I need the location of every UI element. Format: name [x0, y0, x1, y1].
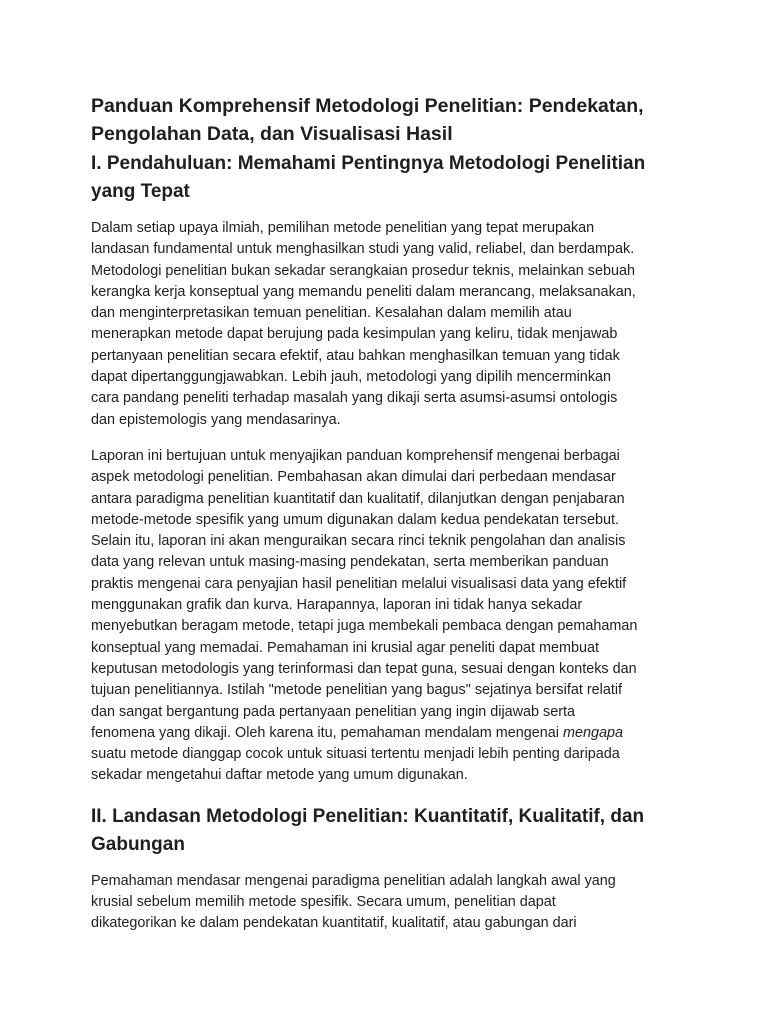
text-line: antara paradigma penelitian kuantitatif dan kualitatif, dilanjutkan dengan penjabaran: [91, 490, 625, 507]
text-line: dan sangat bergantung pada pertanyaan penelitian yang ingin dijawab serta: [91, 703, 576, 720]
section-1-paragraph-2: [91, 446, 681, 787]
text-line: dan epistemologis yang mendasarinya.: [91, 411, 341, 428]
heading-line: II. Landasan Metodologi Penelitian: Kuantitatif, Kualitatif, dan: [91, 805, 645, 827]
document-title: [91, 92, 681, 148]
heading-line: Gabungan: [91, 833, 185, 855]
section-1-paragraph-1: [91, 218, 681, 431]
text-line-with-emphasis: [91, 723, 681, 744]
text-segment: fenomena yang dikaji. Oleh karena itu, pemahaman mendalam mengenai: [91, 724, 563, 741]
text-line: sekadar mengetahui daftar metode yang umum digunakan.: [91, 767, 468, 784]
text-line: krusial sebelum memilih metode spesifik. Secara umum, penelitian dapat: [91, 894, 556, 911]
text-line: dan menginterpretasikan temuan penelitian. Kesalahan dalam memilih atau: [91, 305, 572, 322]
text-line: menggunakan grafik dan kurva. Harapannya, laporan ini tidak hanya sekadar: [91, 597, 583, 614]
section-2-paragraph-1: [91, 871, 681, 935]
title-line: Pengolahan Data, dan Visualisasi Hasil: [91, 123, 453, 145]
section-2-heading: [91, 803, 681, 859]
text-line: dikategorikan ke dalam pendekatan kuantitatif, kualitatif, atau gabungan dari: [91, 915, 577, 932]
text-line: suatu metode dianggap cocok untuk situasi tertentu menjadi lebih penting daripada: [91, 746, 620, 763]
title-line: Panduan Komprehensif Metodologi Penelitian: Pendekatan,: [91, 95, 644, 117]
text-line: kerangka kerja konseptual yang memandu peneliti dalam merancang, melaksanakan,: [91, 283, 636, 300]
text-line: menyebutkan beragam metode, tetapi juga membekali pembaca dengan pemahaman: [91, 618, 638, 635]
emphasis-text: mengapa: [562, 724, 623, 741]
text-line: konseptual yang memadai. Pemahaman ini krusial agar peneliti dapat membuat: [91, 639, 599, 656]
document-page: [91, 92, 681, 935]
text-line: keputusan metodologis yang terinformasi dan tepat guna, sesuai dengan konteks dan: [91, 660, 637, 677]
text-line: praktis mengenai cara penyajian hasil penelitian melalui visualisasi data yang efektif: [91, 575, 627, 592]
text-line: data yang relevan untuk masing-masing pendekatan, serta memberikan panduan: [91, 554, 609, 571]
heading-line: I. Pendahuluan: Memahami Pentingnya Metodologi Penelitian: [91, 153, 646, 174]
text-line: Selain itu, laporan ini akan menguraikan secara rinci teknik pengolahan dan analisis: [91, 533, 626, 550]
section-1-heading: [91, 150, 681, 206]
text-line: menerapkan metode dapat berujung pada kesimpulan yang keliru, tidak menjawab: [91, 326, 618, 343]
text-line: metode-metode spesifik yang umum digunakan dalam kedua pendekatan tersebut.: [91, 511, 619, 528]
text-line: Pemahaman mendasar mengenai paradigma penelitian adalah langkah awal yang: [91, 872, 616, 889]
text-line: landasan fundamental untuk menghasilkan studi yang valid, reliabel, dan berdampak.: [91, 241, 635, 258]
text-line: Metodologi penelitian bukan sekadar serangkaian prosedur teknis, melainkan sebuah: [91, 262, 635, 279]
text-line: cara pandang peneliti terhadap masalah yang dikaji serta asumsi-asumsi ontologis: [91, 390, 618, 407]
text-line: Laporan ini bertujuan untuk menyajikan panduan komprehensif mengenai berbagai: [91, 447, 620, 464]
text-line: aspek metodologi penelitian. Pembahasan akan dimulai dari perbedaan mendasar: [91, 469, 616, 486]
heading-line: yang Tepat: [91, 181, 190, 202]
text-line: pertanyaan penelitian secara efektif, atau bahkan menghasilkan temuan yang tidak: [91, 347, 620, 364]
text-line: tujuan penelitiannya. Istilah "metode penelitian yang bagus" sejatinya bersifat relatif: [91, 682, 623, 699]
text-line: Dalam setiap upaya ilmiah, pemilihan metode penelitian yang tepat merupakan: [91, 220, 595, 236]
text-line: dapat dipertanggungjawabkan. Lebih jauh, metodologi yang dipilih mencerminkan: [91, 369, 612, 386]
